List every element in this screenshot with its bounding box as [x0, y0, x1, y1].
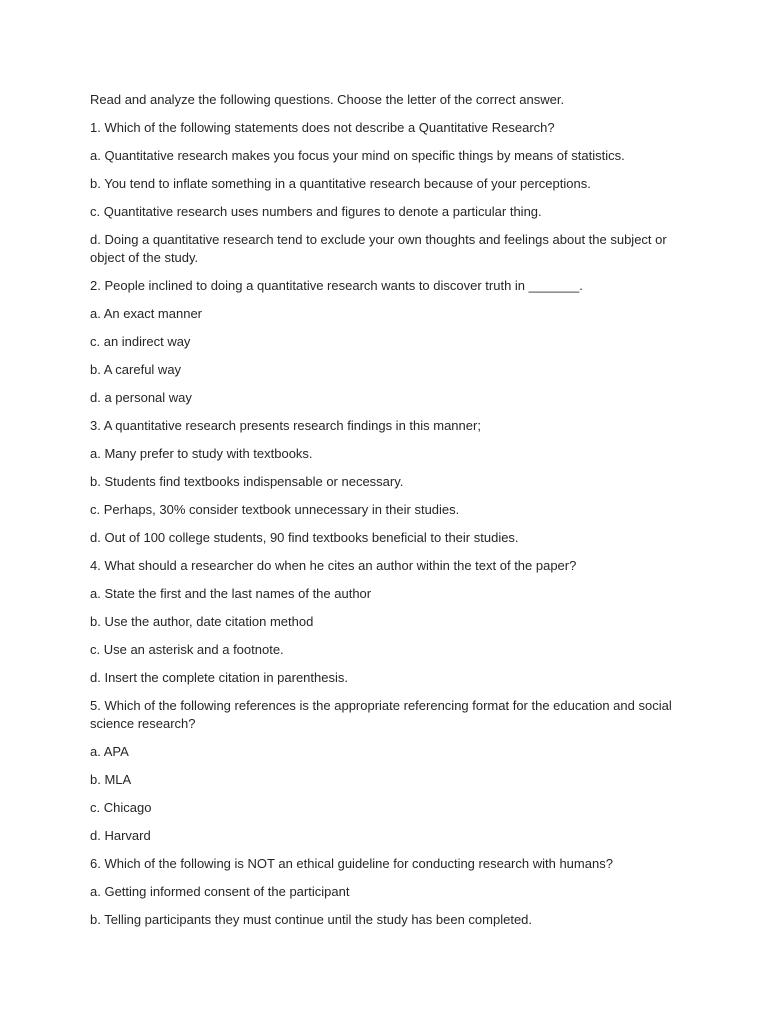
question-5: 5. Which of the following references is the appropriate referencing format for the education and social science research?	[90, 698, 672, 731]
question-5-option-c: c. Chicago	[90, 800, 152, 815]
question-4-option-d: d. Insert the complete citation in parenthesis.	[90, 670, 348, 685]
question-2: 2. People inclined to doing a quantitative research wants to discover truth in _______.	[90, 278, 583, 293]
question-1-option-c: c. Quantitative research uses numbers and figures to denote a particular thing.	[90, 204, 542, 219]
question-6: 6. Which of the following is NOT an ethical guideline for conducting research with humans?	[90, 856, 613, 871]
question-5-option-b: b. MLA	[90, 772, 132, 787]
question-2-option-c: c. an indirect way	[90, 334, 191, 349]
question-4-option-b: b. Use the author, date citation method	[90, 614, 314, 629]
question-1: 1. Which of the following statements does not describe a Quantitative Research?	[90, 120, 555, 135]
question-6-option-b: b. Telling participants they must continue until the study has been completed.	[90, 912, 533, 927]
question-1-option-b: b. You tend to inflate something in a quantitative research because of your perceptions.	[90, 176, 591, 191]
question-4-option-c: c. Use an asterisk and a footnote.	[90, 642, 284, 657]
question-1-option-a: a. Quantitative research makes you focus your mind on specific things by means of statistics.	[90, 148, 625, 163]
question-2-option-d: d. a personal way	[90, 390, 192, 405]
question-1-option-d: d. Doing a quantitative research tend to exclude your own thoughts and feelings about the subject or object of the study.	[90, 232, 667, 265]
question-2-option-a: a. An exact manner	[90, 306, 203, 321]
question-5-option-d: d. Harvard	[90, 828, 151, 843]
question-3: 3. A quantitative research presents research findings in this manner;	[90, 418, 481, 433]
question-2-option-b: b. A careful way	[90, 362, 182, 377]
question-4-option-a: a. State the first and the last names of the author	[90, 586, 372, 601]
question-3-option-c: c. Perhaps, 30% consider textbook unnecessary in their studies.	[90, 502, 460, 517]
document-body	[90, 91, 680, 939]
question-6-option-a: a. Getting informed consent of the participant	[90, 884, 350, 899]
question-3-option-a: a. Many prefer to study with textbooks.	[90, 446, 313, 461]
question-4: 4. What should a researcher do when he cites an author within the text of the paper?	[90, 558, 577, 573]
question-5-option-a: a. APA	[90, 744, 129, 759]
instructions: Read and analyze the following questions. Choose the letter of the correct answer.	[90, 92, 565, 107]
question-3-option-d: d. Out of 100 college students, 90 find textbooks beneficial to their studies.	[90, 530, 519, 545]
question-3-option-b: b. Students find textbooks indispensable or necessary.	[90, 474, 404, 489]
